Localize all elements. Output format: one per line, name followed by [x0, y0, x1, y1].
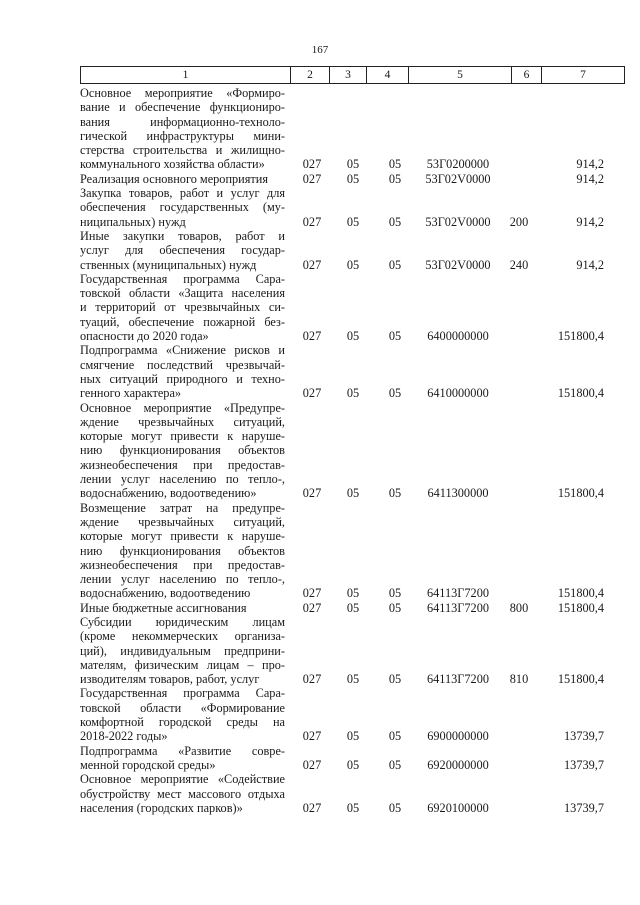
- ministry-code: 027: [302, 214, 322, 229]
- description-line: Основное мероприятие «Формиро-: [80, 86, 285, 100]
- table-row: [0, 615, 640, 686]
- table-row: [0, 343, 640, 400]
- description-line: генного характера»: [80, 386, 182, 401]
- description-line: обустройству мест массового отдыха: [80, 786, 285, 801]
- row-values: [0, 258, 640, 272]
- description-line: которые могут привести к наруше-: [80, 529, 285, 544]
- ministry-code: 027: [302, 329, 322, 344]
- header-col-3: 3: [329, 67, 366, 83]
- description-line: Подпрограмма «Снижение рисков и: [80, 343, 285, 358]
- description-line: Государственная программа Сара-: [80, 686, 285, 701]
- amount: 13739,7: [564, 729, 604, 744]
- table-row: [0, 772, 640, 815]
- header-col-6: 6: [511, 67, 541, 83]
- target-article-code: 53Г0200000: [426, 157, 490, 172]
- section-code: 05: [346, 729, 360, 744]
- description-line: ных ситуаций природного и техно-: [80, 371, 285, 386]
- table-row: [0, 401, 640, 501]
- section-code: 05: [346, 486, 360, 501]
- target-article-code: 6411300000: [427, 486, 489, 501]
- header-col-2: 2: [290, 67, 329, 83]
- section-code: 05: [346, 672, 360, 687]
- amount: 914,2: [576, 257, 604, 272]
- description-line: Подпрограмма «Развитие совре-: [80, 743, 285, 758]
- row-values: [0, 386, 640, 400]
- target-article-code: 64113Г7200: [427, 672, 489, 687]
- amount: 151800,4: [557, 386, 604, 401]
- section-code: 05: [346, 171, 360, 186]
- target-article-code: 6920100000: [427, 800, 489, 815]
- subsection-code: 05: [388, 386, 402, 401]
- amount: 151800,4: [557, 486, 604, 501]
- section-code: 05: [346, 600, 360, 615]
- target-article-code: 53Г02V0000: [425, 171, 491, 186]
- expense-type-code: 240: [509, 257, 529, 272]
- section-code: 05: [346, 757, 360, 772]
- description-line: изводителям товаров, работ, услуг: [80, 672, 260, 687]
- subsection-code: 05: [388, 257, 402, 272]
- description-line: ниципальных) нужд: [80, 214, 186, 229]
- section-code: 05: [346, 386, 360, 401]
- section-code: 05: [346, 800, 360, 815]
- amount: 914,2: [576, 157, 604, 172]
- description-line: товской области «Формирование: [80, 700, 285, 715]
- amount: 13739,7: [564, 800, 604, 815]
- description-line: ждение чрезвычайных ситуаций,: [80, 414, 285, 429]
- description-line: Субсидии юридическим лицам: [80, 614, 285, 629]
- subsection-code: 05: [388, 171, 402, 186]
- subsection-code: 05: [388, 757, 402, 772]
- description-line: населения (городских парков)»: [80, 800, 243, 815]
- description-line: смягчение последствий чрезвычай-: [80, 357, 285, 372]
- description-line: менной городской среды»: [80, 757, 216, 772]
- row-values: [0, 758, 640, 772]
- description-line: обеспечения государственных (му-: [80, 200, 285, 215]
- row-values: [0, 801, 640, 815]
- ministry-code: 027: [302, 386, 322, 401]
- row-values: [0, 486, 640, 500]
- target-article-code: 6920000000: [427, 757, 489, 772]
- row-values: [0, 172, 640, 186]
- ministry-code: 027: [302, 586, 322, 601]
- target-article-code: 53Г02V0000: [425, 257, 491, 272]
- description-line: туаций, обеспечение пожарной без-: [80, 314, 285, 329]
- ministry-code: 027: [302, 257, 322, 272]
- table-row: [0, 272, 640, 343]
- ministry-code: 027: [302, 800, 322, 815]
- amount: 914,2: [576, 214, 604, 229]
- table-row: [0, 172, 640, 186]
- description-line: товской области «Защита населения: [80, 286, 285, 301]
- expense-type-code: 800: [509, 600, 529, 615]
- description-line: жизнеобеспечения при предостав-: [80, 557, 285, 572]
- description-line: Основное мероприятие «Предупре-: [80, 400, 285, 415]
- target-article-code: 6410000000: [427, 386, 489, 401]
- subsection-code: 05: [388, 729, 402, 744]
- ministry-code: 027: [302, 672, 322, 687]
- amount: 914,2: [576, 171, 604, 186]
- table-row: [0, 686, 640, 743]
- amount: 151800,4: [557, 329, 604, 344]
- ministry-code: 027: [302, 729, 322, 744]
- row-values: [0, 729, 640, 743]
- description-line: лении услуг населению по тепло-,: [80, 472, 285, 487]
- expense-type-code: 200: [509, 214, 529, 229]
- subsection-code: 05: [388, 157, 402, 172]
- description-line: стерства строительства и жилищно-: [80, 143, 285, 158]
- amount: 13739,7: [564, 757, 604, 772]
- subsection-code: 05: [388, 800, 402, 815]
- table-row: [0, 229, 640, 272]
- description-line: ждение чрезвычайных ситуаций,: [80, 514, 285, 529]
- subsection-code: 05: [388, 600, 402, 615]
- header-col-1: 1: [182, 69, 189, 81]
- description-line: водоснабжению, водоотведению: [80, 586, 251, 601]
- table-row: [0, 186, 640, 229]
- section-code: 05: [346, 586, 360, 601]
- ministry-code: 027: [302, 171, 322, 186]
- description-line: ций), индивидуальным предприни-: [80, 643, 285, 658]
- row-values: [0, 329, 640, 343]
- target-article-code: 64113Г7200: [427, 586, 489, 601]
- description-line: которые могут привести к наруше-: [80, 429, 285, 444]
- row-values: [0, 586, 640, 600]
- ministry-code: 027: [302, 157, 322, 172]
- subsection-code: 05: [388, 329, 402, 344]
- amount: 151800,4: [557, 672, 604, 687]
- description-line: жизнеобеспечения при предостав-: [80, 457, 285, 472]
- table-body: [0, 86, 640, 815]
- target-article-code: 6400000000: [427, 329, 489, 344]
- description-line: Государственная программа Сара-: [80, 271, 285, 286]
- table-row: [0, 601, 640, 615]
- description-line: комфортной городской среды на: [80, 715, 285, 730]
- description-line: услуг для обеспечения государ-: [80, 243, 285, 258]
- row-values: [0, 157, 640, 171]
- description-line: и территорий от чрезвычайных си-: [80, 300, 285, 315]
- table-row: [0, 744, 640, 773]
- description-line: нию функционирования объектов: [80, 543, 285, 558]
- description-line: Иные закупки товаров, работ и: [80, 228, 285, 243]
- description-line: водоснабжению, водоотведению»: [80, 486, 257, 501]
- row-values: [0, 672, 640, 686]
- table-row: [0, 86, 640, 172]
- ministry-code: 027: [302, 486, 322, 501]
- description-line: гической инфраструктуры мини-: [80, 128, 285, 143]
- section-code: 05: [346, 157, 360, 172]
- expense-type-code: 810: [509, 672, 529, 687]
- description-line: коммунального хозяйства области»: [80, 157, 265, 172]
- row-values: [0, 215, 640, 229]
- header-col-5: 5: [408, 67, 511, 83]
- description-line: Реализация основного мероприятия: [80, 171, 269, 186]
- header-col-4: 4: [366, 67, 408, 83]
- target-article-code: 53Г02V0000: [425, 214, 491, 229]
- target-article-code: 64113Г7200: [427, 600, 489, 615]
- section-code: 05: [346, 329, 360, 344]
- subsection-code: 05: [388, 586, 402, 601]
- ministry-code: 027: [302, 600, 322, 615]
- amount: 151800,4: [557, 600, 604, 615]
- row-values: [0, 601, 640, 615]
- table-header: [80, 66, 625, 84]
- amount: 151800,4: [557, 586, 604, 601]
- description-line: вания информационно-техноло-: [80, 114, 285, 129]
- description-line: 2018-2022 годы»: [80, 729, 168, 744]
- description-line: Основное мероприятие «Содействие: [80, 772, 285, 787]
- description-line: вание и обеспечение функциониро-: [80, 100, 285, 115]
- target-article-code: 6900000000: [427, 729, 489, 744]
- subsection-code: 05: [388, 486, 402, 501]
- ministry-code: 027: [302, 757, 322, 772]
- description-line: опасности до 2020 года»: [80, 329, 209, 344]
- page-number: 167: [311, 44, 329, 56]
- description-line: Возмещение затрат на предупре-: [80, 500, 285, 515]
- table-row: [0, 501, 640, 601]
- description-line: мателям, физическим лицам – про-: [80, 657, 285, 672]
- section-code: 05: [346, 214, 360, 229]
- description-line: лении услуг населению по тепло-,: [80, 572, 285, 587]
- description-line: Иные бюджетные ассигнования: [80, 600, 247, 615]
- description-line: Закупка товаров, работ и услуг для: [80, 186, 285, 201]
- header-col-7: 7: [541, 67, 624, 83]
- description-line: нию функционирования объектов: [80, 443, 285, 458]
- subsection-code: 05: [388, 214, 402, 229]
- description-line: (кроме некоммерческих организа-: [80, 629, 285, 644]
- subsection-code: 05: [388, 672, 402, 687]
- section-code: 05: [346, 257, 360, 272]
- description-line: ственных (муниципальных) нужд: [80, 257, 257, 272]
